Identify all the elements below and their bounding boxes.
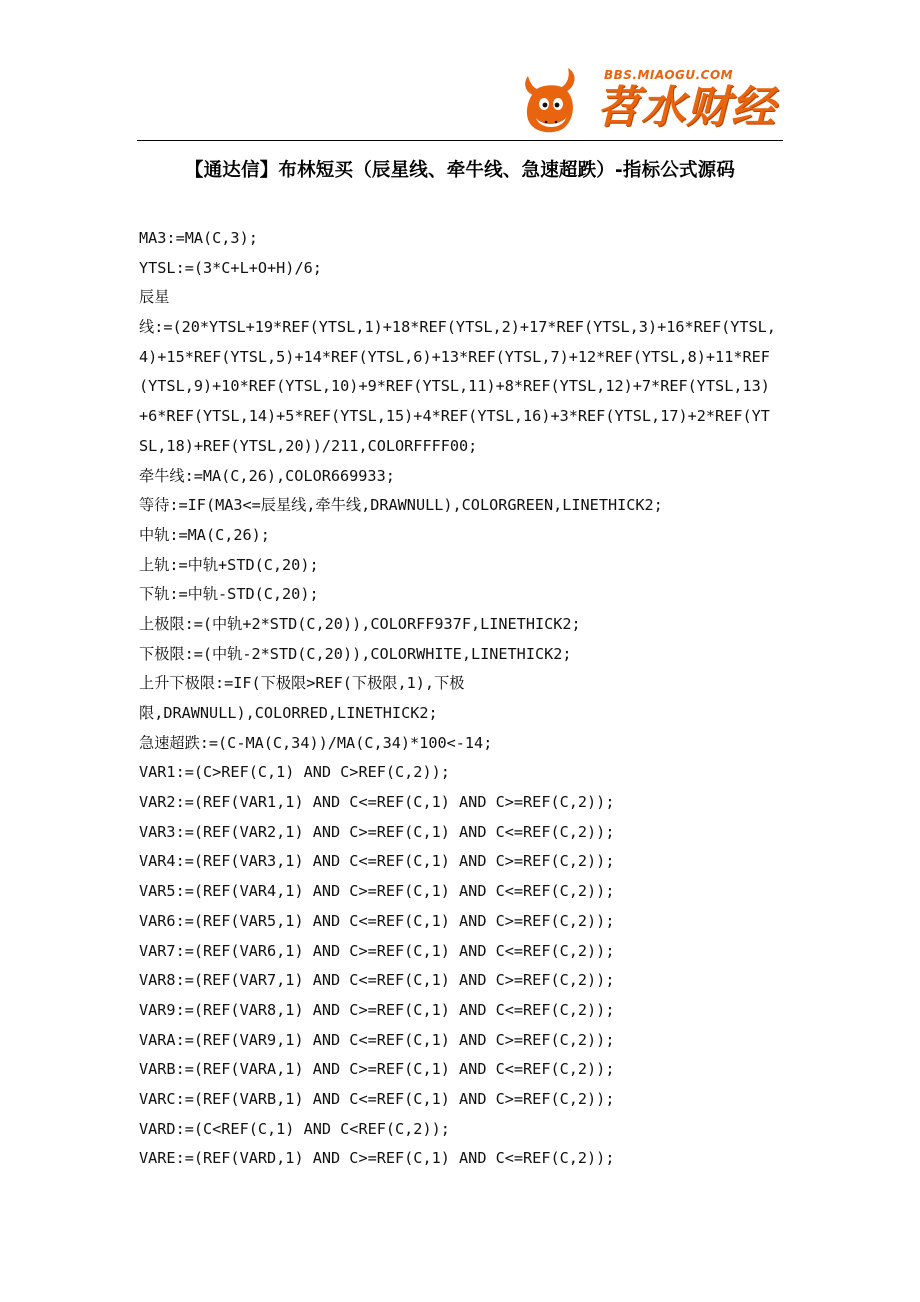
code-line: 等待:=IF(MA3<=辰星线,牵牛线,DRAWNULL),COLORGREEN,LINETHICK2; (139, 496, 663, 515)
header-divider (137, 140, 783, 141)
code-line: VAR1:=(C>REF(C,1) AND C>REF(C,2)); (139, 763, 450, 782)
code-line: YTSL:=(3*C+L+O+H)/6; (139, 258, 322, 277)
code-line: 牵牛线:=MA(C,26),COLOR669933; (139, 466, 395, 485)
code-line: VAR8:=(REF(VAR7,1) AND C<=REF(C,1) AND C>=REF(C,2)); (139, 971, 615, 990)
code-line: (YTSL,9)+10*REF(YTSL,10)+9*REF(YTSL,11)+8*REF(YTSL,12)+7*REF(YTSL,13) (139, 377, 770, 396)
formula-code-block (139, 224, 799, 1174)
code-line: VARD:=(C<REF(C,1) AND C<REF(C,2)); (139, 1119, 450, 1138)
code-line: MA3:=MA(C,3); (139, 229, 258, 247)
code-line: VARE:=(REF(VARD,1) AND C>=REF(C,1) AND C<=REF(C,2)); (139, 1149, 615, 1168)
code-line: +6*REF(YTSL,14)+5*REF(YTSL,15)+4*REF(YTSL,16)+3*REF(YTSL,17)+2*REF(YT (139, 407, 770, 426)
code-line: VAR4:=(REF(VAR3,1) AND C<=REF(C,1) AND C>=REF(C,2)); (139, 852, 615, 871)
code-line: VAR5:=(REF(VAR4,1) AND C>=REF(C,1) AND C<=REF(C,2)); (139, 882, 615, 901)
code-line: 上极限:=(中轨+2*STD(C,20)),COLORFF937F,LINETHICK2; (139, 614, 581, 633)
code-line: VAR6:=(REF(VAR5,1) AND C<=REF(C,1) AND C>=REF(C,2)); (139, 911, 615, 930)
code-line: 上轨:=中轨+STD(C,20); (139, 555, 319, 574)
code-line: 中轨:=MA(C,26); (139, 525, 270, 544)
code-line: 急速超跌:=(C-MA(C,34))/MA(C,34)*100<-14; (139, 733, 493, 752)
code-line: VARC:=(REF(VARB,1) AND C<=REF(C,1) AND C>=REF(C,2)); (139, 1089, 615, 1108)
logo-brand-text: 苕水财经 (596, 82, 776, 133)
code-line: 上升下极限:=IF(下极限>REF(下极限,1),下极 (139, 674, 465, 693)
code-line: VARB:=(REF(VARA,1) AND C>=REF(C,1) AND C<=REF(C,2)); (139, 1060, 615, 1079)
code-line: 下极限:=(中轨-2*STD(C,20)),COLORWHITE,LINETHICK2; (139, 644, 572, 663)
code-line: VAR7:=(REF(VAR6,1) AND C>=REF(C,1) AND C<=REF(C,2)); (139, 941, 615, 960)
code-line: VAR9:=(REF(VAR8,1) AND C>=REF(C,1) AND C<=REF(C,2)); (139, 1000, 615, 1019)
code-line: 限,DRAWNULL),COLORRED,LINETHICK2; (139, 704, 438, 722)
document-title: 【通达信】布林短买（辰星线、牵牛线、急速超跌）-指标公式源码 (184, 160, 736, 181)
code-line: VARA:=(REF(VAR9,1) AND C<=REF(C,1) AND C>=REF(C,2)); (139, 1030, 615, 1049)
code-line: 4)+15*REF(YTSL,5)+14*REF(YTSL,6)+13*REF(YTSL,7)+12*REF(YTSL,8)+11*REF (139, 347, 770, 366)
code-line: 辰星 (139, 288, 170, 307)
code-line: VAR3:=(REF(VAR2,1) AND C>=REF(C,1) AND C<=REF(C,2)); (139, 822, 615, 841)
code-line: SL,18)+REF(YTSL,20))/211,COLORFFFF00; (139, 436, 478, 455)
code-line: 下轨:=中轨-STD(C,20); (139, 585, 319, 604)
code-line: 线:=(20*YTSL+19*REF(YTSL,1)+18*REF(YTSL,2)+17*REF(YTSL,3)+16*REF(YTSL, (139, 318, 776, 337)
logo-url-text: BBS.MIAOGU.COM (604, 68, 734, 82)
code-line: VAR2:=(REF(VAR1,1) AND C<=REF(C,1) AND C>=REF(C,2)); (139, 793, 615, 812)
